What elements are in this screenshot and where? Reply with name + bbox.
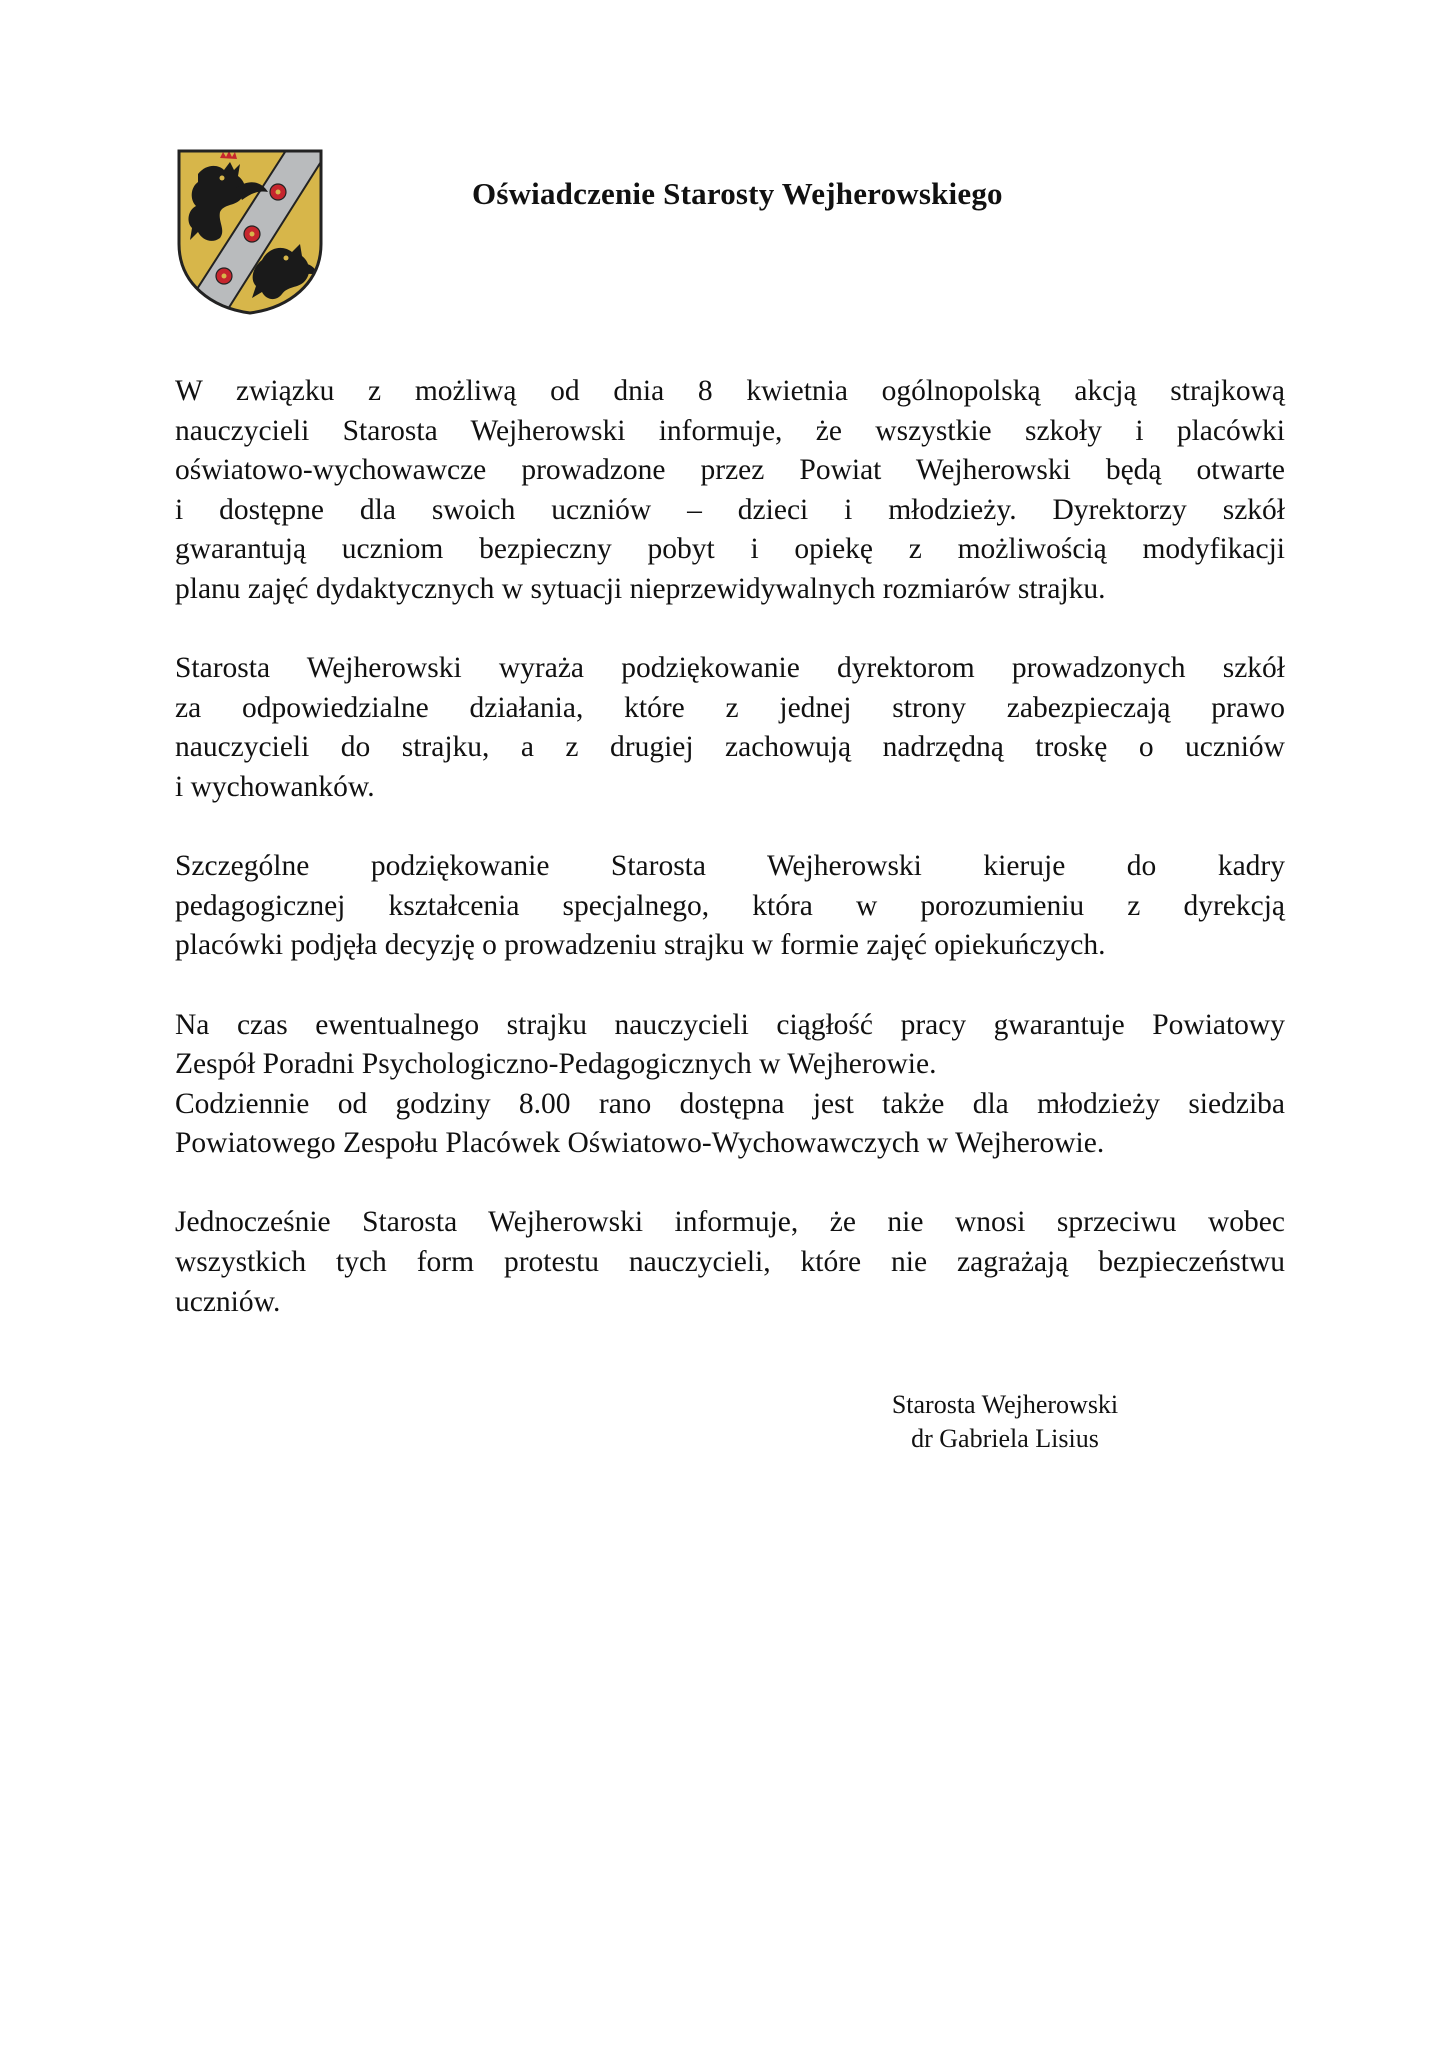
text-line: wszystkich tych form protestu nauczycieli, które nie zagrażają bezpieczeństwu [175, 1246, 1285, 1279]
document-body [175, 372, 1285, 1362]
text-line: Na czas ewentualnego strajku nauczycieli ciągłość pracy gwarantuje Powiatowy [175, 1008, 1285, 1041]
text-line: za odpowiedzialne działania, które z jednej strony zabezpieczają prawo [175, 691, 1285, 724]
text-line: Szczególne podziękowanie Starosta Wejherowski kieruje do kadry [175, 850, 1285, 883]
paragraph [175, 1203, 1285, 1322]
document-title: Oświadczenie Starosty Wejherowskiego [472, 176, 1003, 211]
text-line: nauczycieli do strajku, a z drugiej zachowują nadrzędną troskę o uczniów [175, 731, 1285, 764]
signature-block [820, 1388, 1190, 1456]
text-line: Starosta Wejherowski wyraża podziękowanie dyrektorom prowadzonych szkół [175, 652, 1285, 685]
paragraph [175, 372, 1285, 610]
text-line: i wychowanków. [175, 770, 375, 803]
text-line: Jednocześnie Starosta Wejherowski informuje, że nie wnosi sprzeciwu wobec [175, 1206, 1285, 1239]
paragraph [175, 649, 1285, 807]
paragraph [175, 1006, 1285, 1164]
text-line: W związku z możliwą od dnia 8 kwietnia ogólnopolską akcją strajkową [175, 375, 1285, 407]
signature-title: Starosta Wejherowski [891, 1390, 1119, 1419]
text-line: nauczycieli Starosta Wejherowski informuje, że wszystkie szkoły i placówki [175, 414, 1285, 447]
text-line: Powiatowego Zespołu Placówek Oświatowo-Wychowawczych w Wejherowie. [175, 1127, 1105, 1160]
text-line: pedagogicznej kształcenia specjalnego, która w porozumieniu z dyrekcją [175, 889, 1285, 922]
text-line: planu zajęć dydaktycznych w sytuacji nieprzewidywalnych rozmiarów strajku. [175, 572, 1106, 605]
text-line: Codziennie od godziny 8.00 rano dostępna jest także dla młodzieży siedziba [175, 1087, 1285, 1120]
text-line: Zespół Poradni Psychologiczno-Pedagogicznych w Wejherowie. [175, 1048, 937, 1081]
paragraph [175, 847, 1285, 966]
text-line: gwarantują uczniom bezpieczny pobyt i opiekę z możliwością modyfikacji [175, 533, 1285, 566]
signature-name: dr Gabriela Lisius [911, 1424, 1099, 1453]
text-line: placówki podjęła decyzję o prowadzeniu strajku w formie zajęć opiekuńczych. [175, 929, 1106, 962]
text-line: oświatowo-wychowawcze prowadzone przez Powiat Wejherowski będą otwarte [175, 454, 1285, 487]
text-line: uczniów. [175, 1285, 281, 1318]
text-line: i dostępne dla swoich uczniów – dzieci i młodzieży. Dyrektorzy szkół [175, 493, 1285, 526]
coat-of-arms-griffin-icon [176, 148, 324, 316]
